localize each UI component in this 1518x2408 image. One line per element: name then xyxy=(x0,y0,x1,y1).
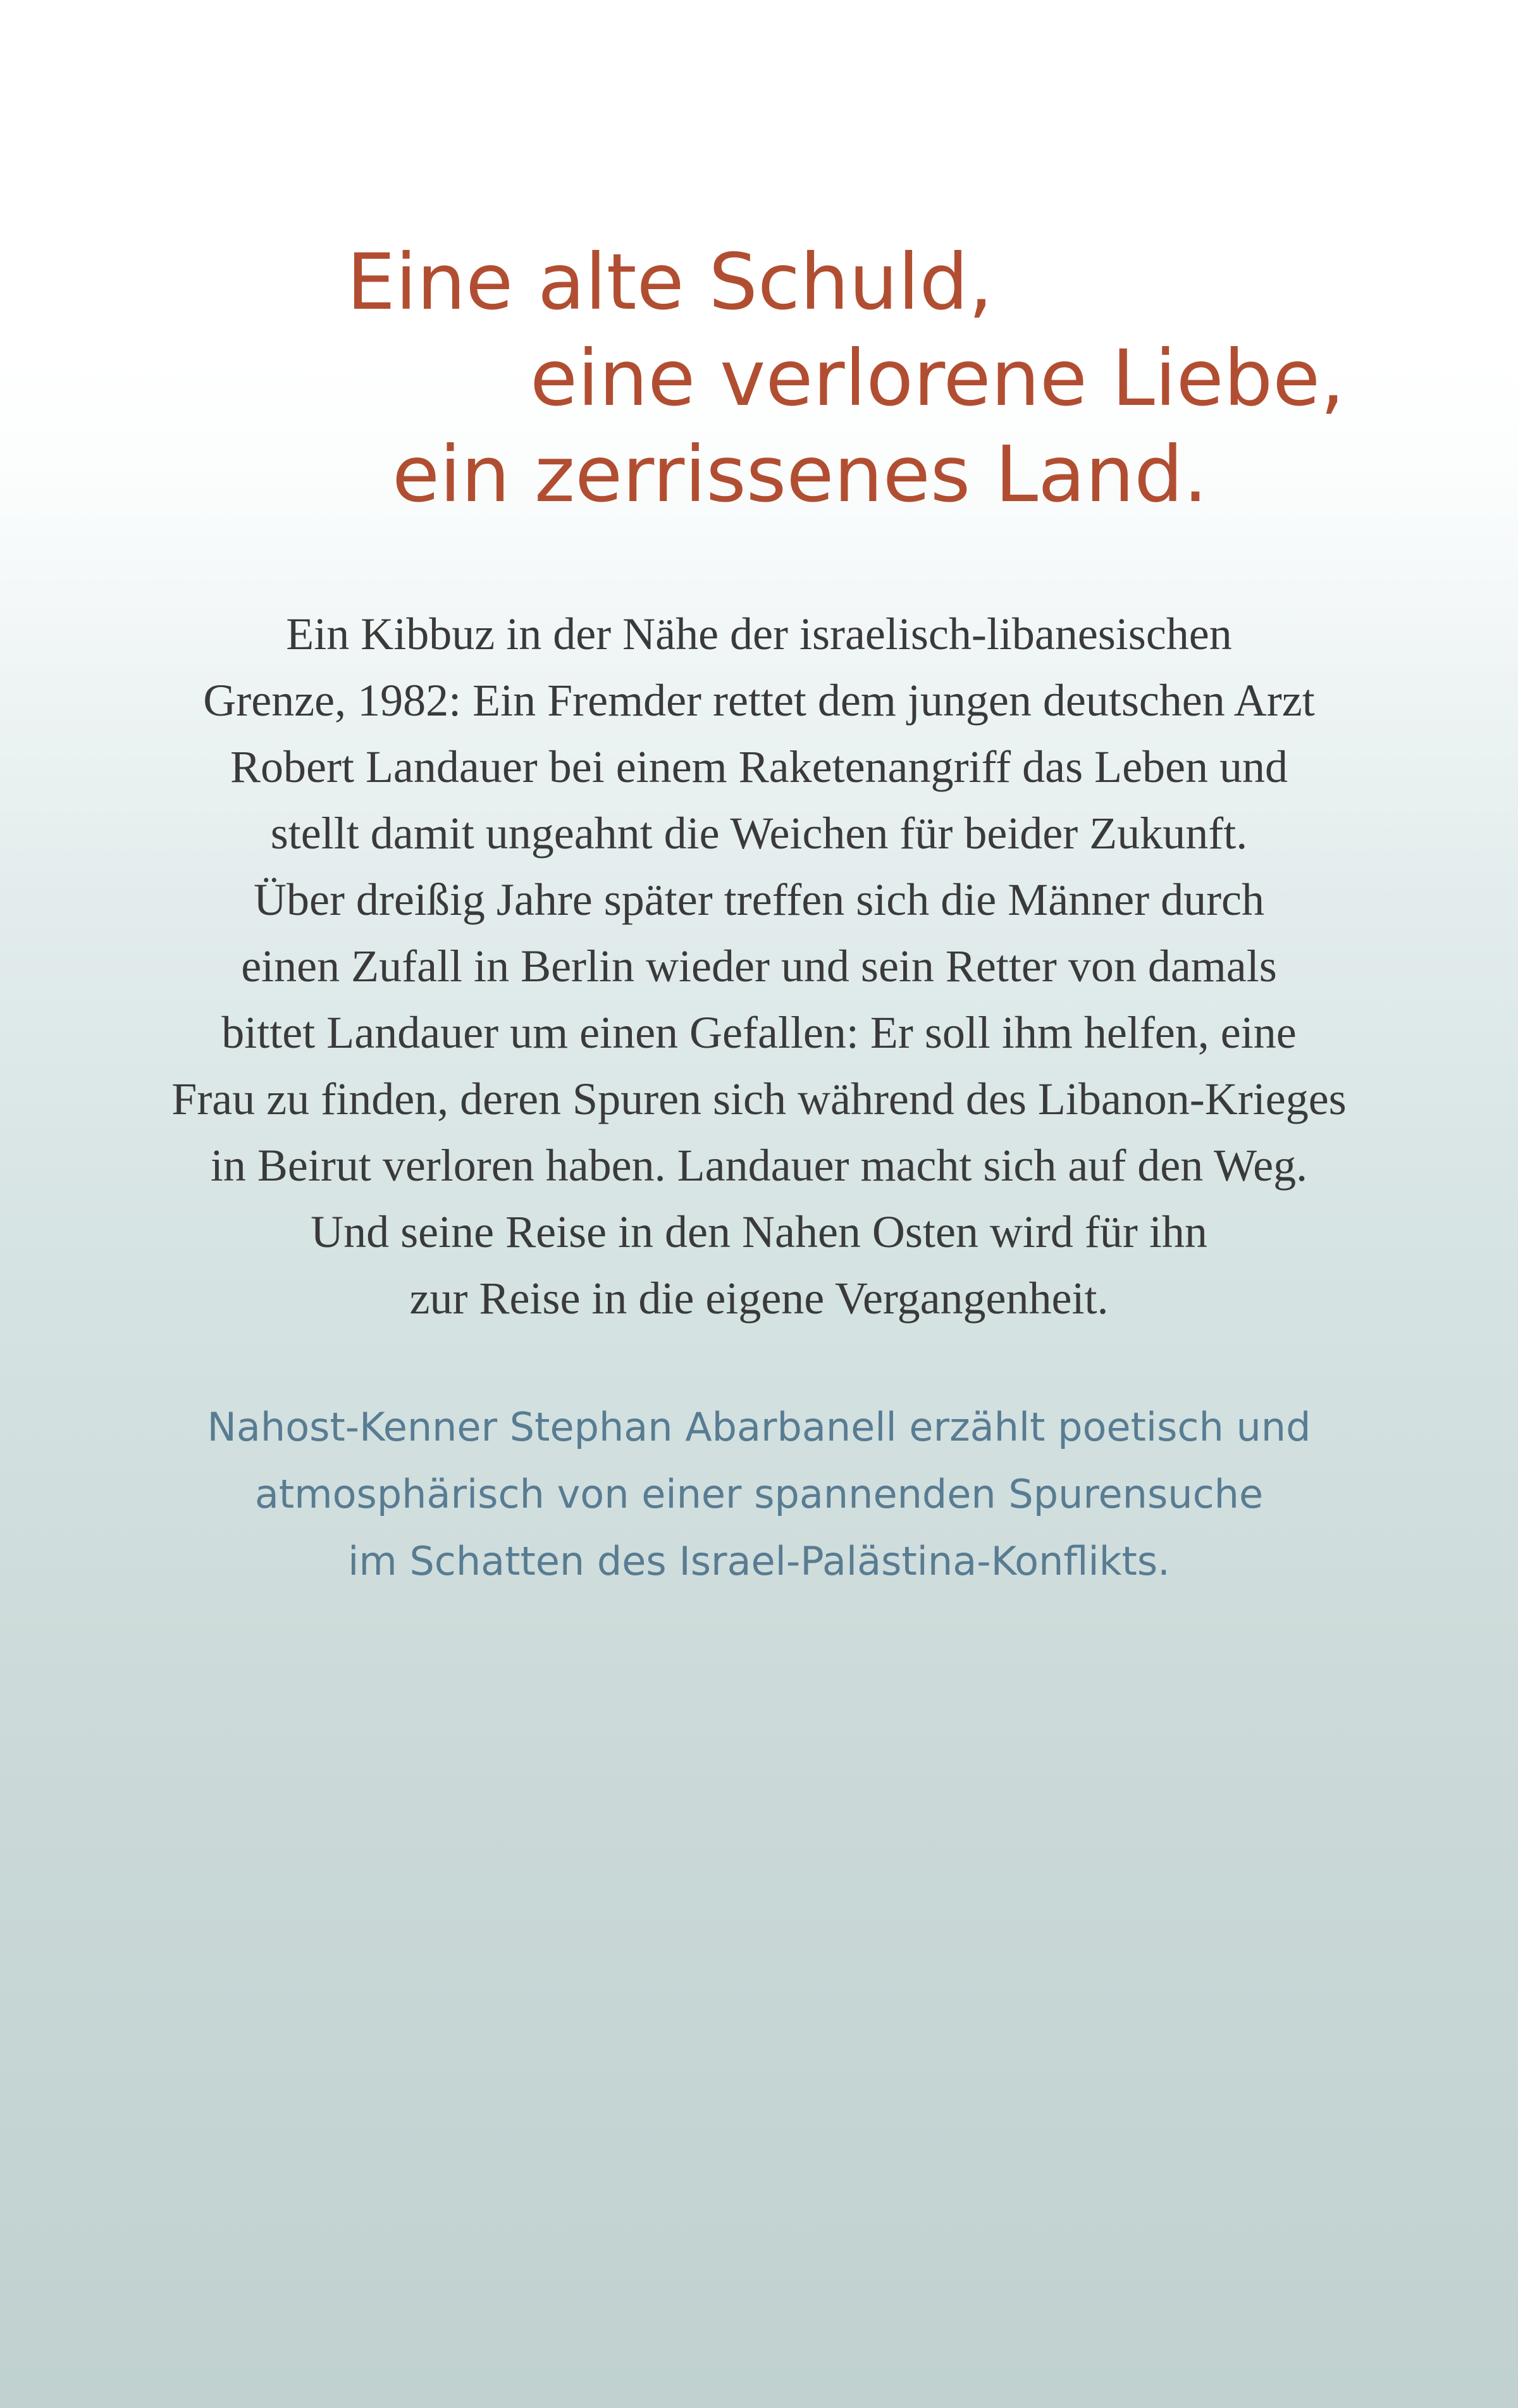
synopsis-line: stellt damit ungeahnt die Weichen für beider Zukunft. xyxy=(270,808,1248,859)
synopsis-line: einen Zufall in Berlin wieder und sein Retter von damals xyxy=(241,941,1277,991)
blurb-line: atmosphärisch von einer spannenden Spurensuche xyxy=(254,1471,1264,1517)
synopsis-paragraph xyxy=(95,601,1423,1332)
headline-line-2: eine verlorene Liebe, xyxy=(530,333,1345,423)
headline xyxy=(0,234,1518,523)
synopsis-line: Grenze, 1982: Ein Fremder rettet dem jungen deutschen Arzt xyxy=(203,675,1315,726)
author-blurb xyxy=(95,1394,1423,1595)
synopsis-line: Über dreißig Jahre später treffen sich die Männer durch xyxy=(253,874,1265,925)
synopsis-line: Robert Landauer bei einem Raketenangriff das Leben und xyxy=(230,742,1288,792)
synopsis-line: in Beirut verloren haben. Landauer macht sich auf den Weg. xyxy=(210,1140,1308,1191)
synopsis-line: Ein Kibbuz in der Nähe der israelisch-libanesischen xyxy=(286,609,1232,659)
synopsis-line: bittet Landauer um einen Gefallen: Er soll ihm helfen, eine xyxy=(221,1007,1297,1058)
synopsis-line: Frau zu finden, deren Spuren sich während des Libanon-Krieges xyxy=(171,1074,1347,1124)
synopsis-line: zur Reise in die eigene Vergangenheit. xyxy=(409,1273,1109,1324)
blurb-line: im Schatten des Israel-Palästina-Konflikts. xyxy=(348,1538,1170,1584)
blurb-line: Nahost-Kenner Stephan Abarbanell erzählt poetisch und xyxy=(207,1404,1311,1450)
headline-line-1: Eine alte Schuld, xyxy=(347,237,993,327)
synopsis-line: Und seine Reise in den Nahen Osten wird für ihn xyxy=(311,1207,1207,1257)
headline-line-3: ein zerrissenes Land. xyxy=(392,430,1208,519)
